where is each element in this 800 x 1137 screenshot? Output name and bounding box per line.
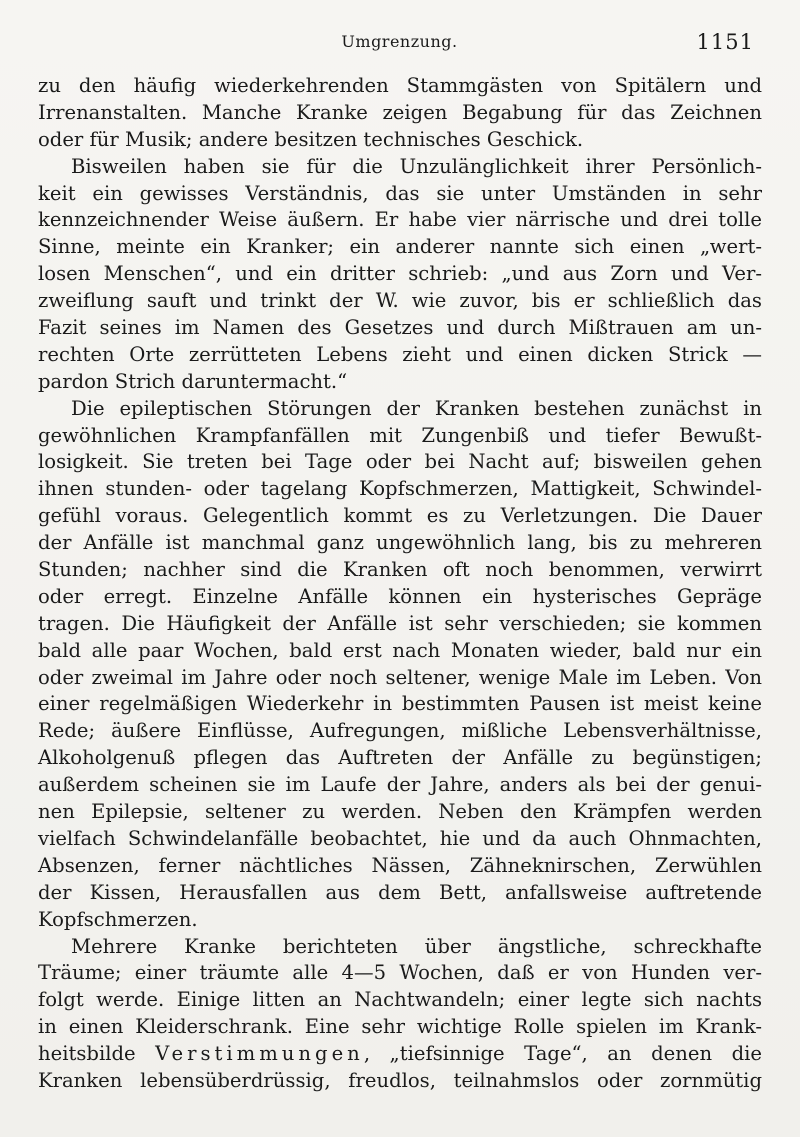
- text-line: gewöhnlichen Krampfanfällen mit Zungenbiß und tiefer Bewußt-: [38, 423, 762, 447]
- text-line: Kranken lebensüberdrüssig, freudlos, teilnahmslos oder zornmütig: [38, 1068, 762, 1092]
- text-line: rechten Orte zerrütteten Lebens zieht und einen dicken Strick —: [38, 342, 762, 366]
- page-header: [37, 28, 762, 58]
- text-line: Alkoholgenuß pflegen das Auftreten der Anfälle zu begünstigen;: [38, 746, 762, 770]
- text-line: Irrenanstalten. Manche Kranke zeigen Begabung für das Zeichnen: [38, 100, 762, 124]
- text-line: tragen. Die Häufigkeit der Anfälle ist sehr verschieden; sie kommen: [38, 611, 762, 635]
- text-line: einer regelmäßigen Wiederkehr in bestimmten Pausen ist meist keine: [38, 692, 762, 716]
- text-line: losigkeit. Sie treten bei Tage oder bei Nacht auf; bisweilen gehen: [38, 450, 762, 474]
- text-line: der Kissen, Herausfallen aus dem Bett, anfallsweise auftretende: [38, 880, 762, 904]
- page-number: 1151: [696, 30, 754, 54]
- running-head: Umgrenzung.: [341, 32, 458, 51]
- text-line: Absenzen, ferner nächtliches Nässen, Zähneknirschen, Zerwühlen: [38, 853, 762, 877]
- text-line: keit ein gewisses Verständnis, das sie unter Umständen in sehr: [38, 181, 762, 205]
- text-line: Kopfschmerzen.: [38, 907, 198, 931]
- text-line: oder zweimal im Jahre oder noch seltener, wenige Male im Leben. Von: [38, 665, 762, 689]
- text-line: Fazit seines im Namen des Gesetzes und durch Mißtrauen am un-: [38, 316, 762, 340]
- text-line: Mehrere Kranke berichteten über ängstliche, schreckhafte: [71, 934, 762, 958]
- text-line: außerdem scheinen sie im Laufe der Jahre, anders als bei der genui-: [38, 773, 762, 797]
- text-line: zu den häufig wiederkehrenden Stammgästen von Spitälern und: [38, 74, 762, 97]
- text-line: pardon Strich daruntermacht.“: [38, 369, 348, 393]
- text-line: vielfach Schwindelanfälle beobachtet, hie und da auch Ohnmachten,: [38, 826, 762, 850]
- emphasized-term: Verstimmungen: [155, 1042, 364, 1066]
- text-line: Träume; einer träumte alle 4—5 Wochen, daß er von Hunden ver-: [38, 961, 762, 985]
- text-line: [38, 1041, 762, 1068]
- text-line: ihnen stunden- oder tagelang Kopfschmerzen, Mattigkeit, Schwindel-: [38, 477, 762, 501]
- text-line: Sinne, meinte ein Kranker; ein anderer nannte sich einen „wert-: [38, 235, 762, 259]
- text-fragment: heitsbilde: [38, 1042, 156, 1066]
- text-line: der Anfälle ist manchmal ganz ungewöhnlich lang, bis zu mehreren: [38, 531, 762, 555]
- text-line: Rede; äußere Einflüsse, Aufregungen, mißliche Lebensverhältnisse,: [38, 719, 762, 743]
- text-line: oder erregt. Einzelne Anfälle können ein hysterisches Gepräge: [38, 584, 762, 608]
- text-line: in einen Kleiderschrank. Eine sehr wichtige Rolle spielen im Krank-: [38, 1015, 762, 1039]
- text-fragment: , „tiefsinnige Tage“, an denen die: [363, 1042, 762, 1066]
- text-line: zweiflung sauft und trinkt der W. wie zuvor, bis er schließlich das: [38, 289, 762, 313]
- text-line: oder für Musik; andere besitzen technisches Geschick.: [38, 127, 584, 151]
- text-line: losen Menschen“, und ein dritter schrieb: „und aus Zorn und Ver-: [38, 262, 762, 286]
- text-line: nen Epilepsie, seltener zu werden. Neben den Krämpfen werden: [38, 800, 762, 824]
- text-line: folgt werde. Einige litten an Nachtwandeln; einer legte sich nachts: [38, 988, 762, 1012]
- text-line: Die epileptischen Störungen der Kranken bestehen zunächst in: [71, 396, 762, 420]
- body-text: [38, 73, 762, 1095]
- text-line: Bisweilen haben sie für die Unzulänglichkeit ihrer Persönlich-: [71, 154, 762, 178]
- text-line: kennzeichnender Weise äußern. Er habe vier närrische und drei tolle: [38, 208, 762, 232]
- text-line: Stunden; nachher sind die Kranken oft noch benommen, verwirrt: [38, 558, 762, 582]
- text-line: gefühl voraus. Gelegentlich kommt es zu Verletzungen. Die Dauer: [38, 504, 762, 528]
- text-line: bald alle paar Wochen, bald erst nach Monaten wieder, bald nur ein: [38, 638, 762, 662]
